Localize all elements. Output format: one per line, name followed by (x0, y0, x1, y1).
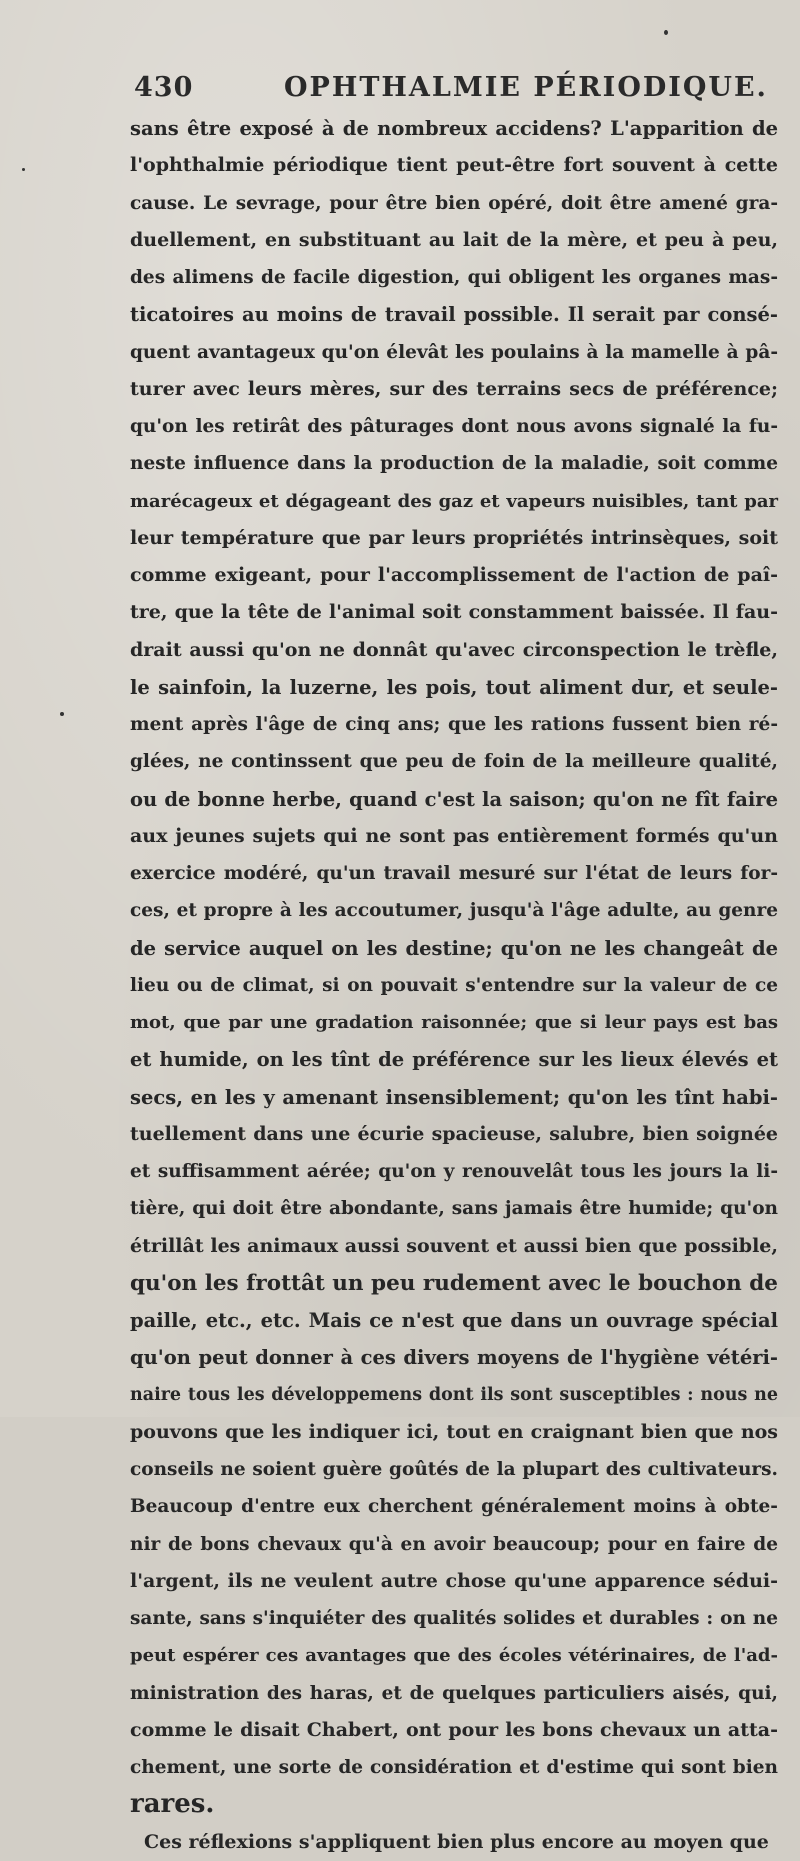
text-line: lieu ou de climat, si on pouvait s'entendre sur la valeur de ce (130, 974, 778, 996)
body-text (130, 110, 778, 1861)
page-header (134, 72, 774, 112)
text-line: neste influence dans la production de la maladie, soit comme (130, 453, 778, 475)
text-line: Ces réflexions s'appliquent bien plus encore au moyen que (144, 1830, 769, 1853)
text-line: pouvons que les indiquer ici, tout en craignant bien que nos (130, 1420, 778, 1443)
text-line: nir de bons chevaux qu'à en avoir beaucoup; pour en faire de (130, 1533, 778, 1555)
text-line: étrillât les animaux aussi souvent et aussi bien que possible, (130, 1234, 778, 1257)
text-line: et suffisamment aérée; qu'on y renouvelât tous les jours la li- (130, 1161, 778, 1182)
text-line: le sainfoin, la luzerne, les pois, tout aliment dur, et seule- (130, 675, 778, 699)
text-line: secs, en les y amenant insensiblement; qu'on les tînt habi- (130, 1085, 778, 1109)
text-line: leur température que par leurs propriétés intrinsèques, soit (130, 526, 778, 549)
text-line: sante, sans s'inquiéter des qualités solides et durables : on ne (130, 1608, 778, 1629)
text-line: rares. (130, 1789, 215, 1820)
text-line: peut espérer ces avantages que des écoles vétérinaires, de l'ad- (130, 1645, 778, 1667)
text-line: chement, une sorte de considération et d'estime qui sont bien (130, 1757, 778, 1778)
text-line: glées, ne continssent que peu de foin de la meilleure qualité, (130, 751, 778, 773)
text-line: aux jeunes sujets qui ne sont pas entièrement formés qu'un (130, 824, 778, 847)
text-line: qu'on les frottât un peu rudement avec le bouchon de (130, 1270, 778, 1296)
text-line: marécageux et dégageant des gaz et vapeurs nuisibles, tant par (130, 490, 778, 512)
text-line: ces, et propre à les accoutumer, jusqu'à l'âge adulte, au genre (130, 900, 778, 922)
text-line: ou de bonne herbe, quand c'est la saison; qu'on ne fît faire (130, 787, 778, 811)
running-title: OPHTHALMIE PÉRIODIQUE. (284, 72, 768, 103)
text-line: conseils ne soient guère goûtés de la plupart des cultivateurs. (130, 1459, 778, 1480)
text-line: exercice modéré, qu'un travail mesuré sur l'état de leurs for- (130, 863, 778, 884)
text-line: et humide, on les tînt de préférence sur les lieux élevés et (130, 1048, 778, 1072)
ink-speck (22, 168, 25, 171)
text-line: qu'on peut donner à ces divers moyens de l'hygiène vétéri- (130, 1346, 778, 1370)
text-line: l'ophthalmie périodique tient peut-être fort souvent à cette (130, 154, 778, 177)
text-line: tre, que la tête de l'animal soit constamment baissée. Il fau- (130, 601, 778, 624)
text-line: comme le disait Chabert, ont pour les bons chevaux un atta- (130, 1718, 778, 1741)
text-line: drait aussi qu'on ne donnât qu'avec circonspection le trèfle, (130, 638, 778, 661)
text-line: naire tous les développemens dont ils sont susceptibles : nous ne (130, 1384, 778, 1405)
text-line: qu'on les retirât des pâturages dont nous avons signalé la fu- (130, 416, 778, 437)
text-line: tière, qui doit être abondante, sans jamais être humide; qu'on (130, 1198, 778, 1220)
text-line: tuellement dans une écurie spacieuse, salubre, bien soignée (130, 1122, 778, 1145)
text-line: quent avantageux qu'on élevât les poulains à la mamelle à pâ- (130, 341, 778, 363)
text-line: duellement, en substituant au lait de la mère, et peu à peu, (130, 228, 778, 251)
text-line: de service auquel on les destine; qu'on ne les changeât de (130, 936, 778, 960)
text-line: ment après l'âge de cinq ans; que les rations fussent bien ré- (130, 714, 778, 735)
text-line: mot, que par une gradation raisonnée; que si leur pays est bas (130, 1012, 778, 1033)
text-line: des alimens de facile digestion, qui obligent les organes mas- (130, 267, 778, 288)
ink-speck (664, 30, 668, 35)
text-line: Beaucoup d'entre eux cherchent généralement moins à obte- (130, 1496, 778, 1518)
text-line: sans être exposé à de nombreux accidens? L'apparition de (130, 117, 778, 140)
text-line: l'argent, ils ne veulent autre chose qu'une apparence sédui- (130, 1569, 778, 1592)
page-number: 430 (134, 72, 194, 103)
text-line: ticatoires au moins de travail possible. Il serait par consé- (130, 303, 778, 327)
text-line: ministration des haras, et de quelques particuliers aisés, qui, (130, 1682, 778, 1704)
text-line: cause. Le sevrage, pour être bien opéré, doit être amené gra- (130, 192, 778, 214)
text-line: comme exigeant, pour l'accomplissement de l'action de paî- (130, 564, 778, 586)
text-line: turer avec leurs mères, sur des terrains secs de préférence; (130, 377, 778, 400)
text-line: paille, etc., etc. Mais ce n'est que dans un ouvrage spécial (130, 1309, 778, 1332)
ink-speck (60, 712, 64, 716)
